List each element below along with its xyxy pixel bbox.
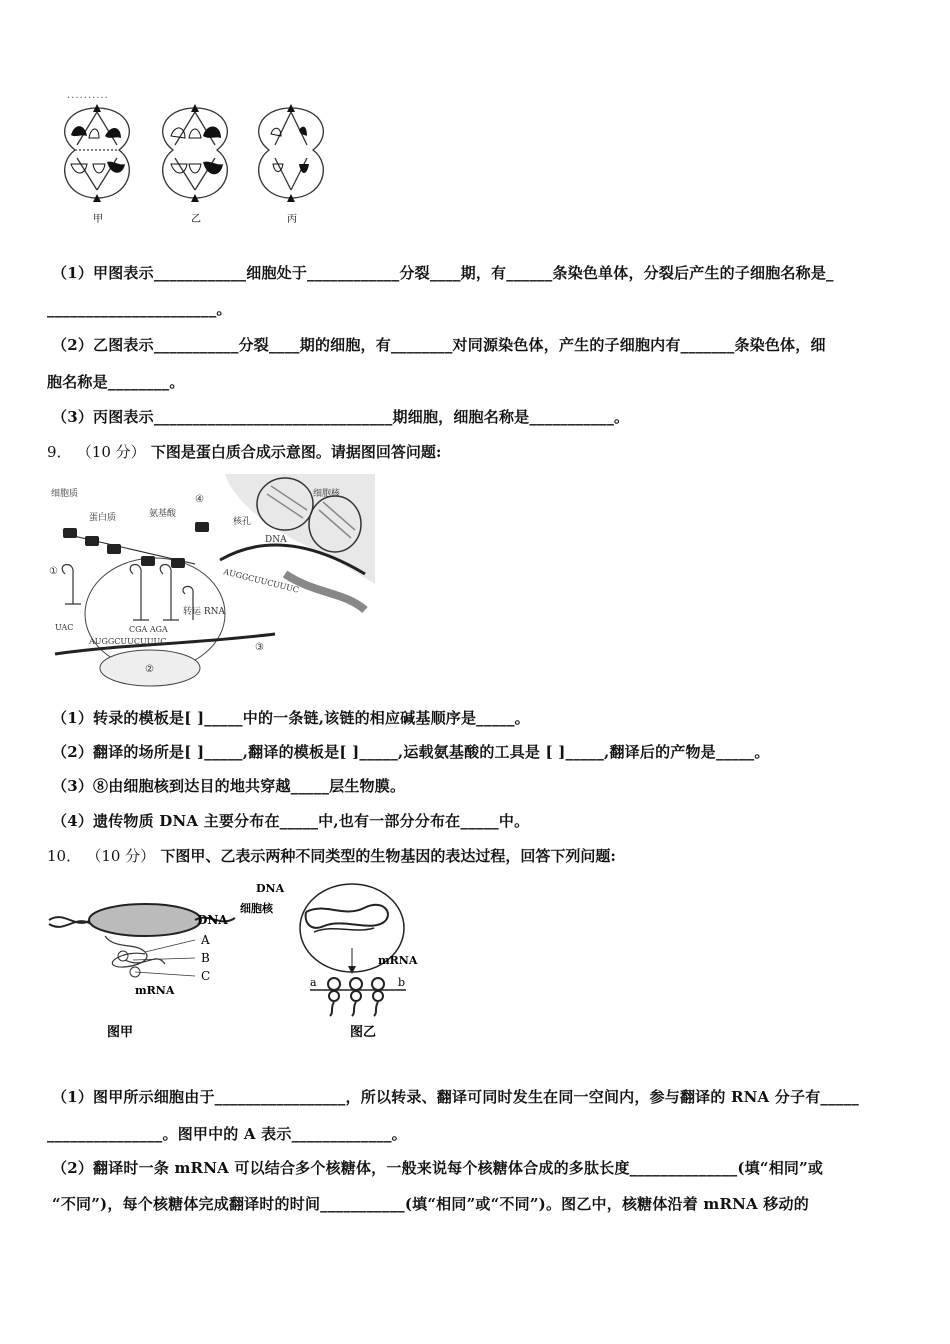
label-trna: 转运 RNA bbox=[183, 607, 226, 617]
label-marker-1: ① bbox=[49, 566, 58, 577]
q9-part4: （4）遗传物质 DNA 主要分布在_____中,也有一部分分布在_____中。 bbox=[52, 812, 530, 830]
figure-jia-diagram bbox=[45, 890, 245, 1050]
q9-title: 下图是蛋白质合成示意图。请据图回答问题: bbox=[150, 443, 442, 461]
q9-score: （10 分） bbox=[76, 443, 146, 461]
figure-yi bbox=[234, 878, 434, 1044]
fig-yi-mrna-label: mRNA bbox=[378, 954, 418, 967]
label-nucleus: 细胞核 bbox=[313, 489, 341, 499]
protein-synthesis-diagram bbox=[45, 474, 375, 690]
q10-part2-line2: “不同”)，每个核糖体完成翻译时的时间___________(填“相同”或“不同”)。图乙中，核糖体沿着 mRNA 移动的 bbox=[52, 1195, 809, 1213]
label-marker-2: ② bbox=[145, 664, 154, 675]
q10-part1-line2: _______________。图甲中的 A 表示_____________。 bbox=[47, 1125, 407, 1143]
fig8-label-bing: 丙 bbox=[287, 214, 297, 225]
q10-score: （10 分） bbox=[86, 847, 156, 865]
figure-jia bbox=[45, 890, 245, 1050]
fig-yi-label-a: a bbox=[310, 976, 317, 989]
q10-part2-line1: （2）翻译时一条 mRNA 可以结合多个核糖体，一般来说每个核糖体合成的多肽长度______________(填“相同”或 bbox=[52, 1159, 824, 1177]
fig-jia-label-b: B bbox=[201, 951, 210, 965]
fig-jia-label-c: C bbox=[201, 969, 211, 983]
label-marker-3: ③ bbox=[255, 642, 264, 653]
label-nuclear-pore: 核孔 bbox=[233, 517, 252, 527]
q10-header bbox=[47, 845, 616, 866]
cell-division-figure bbox=[45, 90, 345, 230]
q9-part1: （1）转录的模板是[ ]_____中的一条链,该链的相应碱基顺序是_____。 bbox=[52, 709, 530, 727]
fig-yi-dna-label: DNA bbox=[256, 882, 285, 895]
label-cytoplasm: 细胞质 bbox=[51, 489, 79, 499]
cell-yi bbox=[163, 108, 228, 198]
label-amino-acid: 氨基酸 bbox=[149, 509, 177, 519]
q8-part2-line2: 胞名称是________。 bbox=[47, 373, 185, 391]
label-mrna-sequence: AUGGCUUCUUUC bbox=[89, 637, 167, 646]
cell-jia bbox=[65, 108, 130, 198]
label-dna: DNA bbox=[265, 535, 287, 545]
dotted-leader: .......... bbox=[67, 90, 109, 101]
label-anticodon: UAC bbox=[55, 623, 74, 632]
label-protein: 蛋白质 bbox=[89, 513, 117, 523]
q10-title: 下图甲、乙表示两种不同类型的生物基因的表达过程，回答下列问题: bbox=[160, 847, 616, 865]
figure-yi-diagram bbox=[234, 878, 434, 1044]
q9-header bbox=[47, 441, 441, 462]
q8-part2-line1: （2）乙图表示___________分裂____期的细胞，有________对同源染色体，产生的子细胞内有_______条染色体，细 bbox=[52, 336, 826, 354]
q9-number: 9． bbox=[47, 443, 72, 461]
q9-part3: （3）⑧由细胞核到达目的地共穿越_____层生物膜。 bbox=[52, 777, 406, 795]
protein-synthesis-figure bbox=[45, 474, 375, 690]
q10-number: 10． bbox=[47, 847, 82, 865]
q9-part2: （2）翻译的场所是[ ]_____,翻译的模板是[ ]_____,运载氨基酸的工具是 [ ]_____,翻译后的产物是_____。 bbox=[52, 743, 770, 761]
cell-division-diagram bbox=[45, 90, 345, 230]
q8-part3: （3）丙图表示_______________________________期细胞，细胞名称是___________。 bbox=[52, 408, 630, 426]
fig-jia-dna-label: DNA bbox=[197, 913, 228, 927]
fig8-label-jia: 甲 bbox=[93, 214, 103, 225]
label-marker-4: ④ bbox=[195, 494, 204, 505]
fig-yi-nucleus-label: 细胞核 bbox=[240, 902, 273, 915]
q10-part1-line1: （1）图甲所示细胞由于_________________，所以转录、翻译可同时发生在同一空间内，参与翻译的 RNA 分子有_____ bbox=[52, 1088, 859, 1106]
cell-bing bbox=[259, 108, 324, 198]
q8-part1-line2: ______________________。 bbox=[47, 300, 232, 318]
fig-yi-caption: 图乙 bbox=[350, 1025, 377, 1040]
fig-yi-label-b: b bbox=[398, 976, 406, 989]
label-nuclear-sequence: AUGGCUUCUUUC bbox=[222, 567, 300, 595]
q8-part1-line1: （1）甲图表示____________细胞处于____________分裂____期，有______条染色单体，分裂后产生的子细胞名称是_ bbox=[52, 264, 834, 282]
label-trna-pair: CGA AGA bbox=[129, 625, 168, 634]
fig8-label-yi: 乙 bbox=[191, 214, 201, 225]
fig-jia-label-a: A bbox=[201, 933, 210, 947]
fig-jia-mrna-label: mRNA bbox=[135, 984, 175, 997]
fig-jia-caption: 图甲 bbox=[107, 1025, 134, 1040]
